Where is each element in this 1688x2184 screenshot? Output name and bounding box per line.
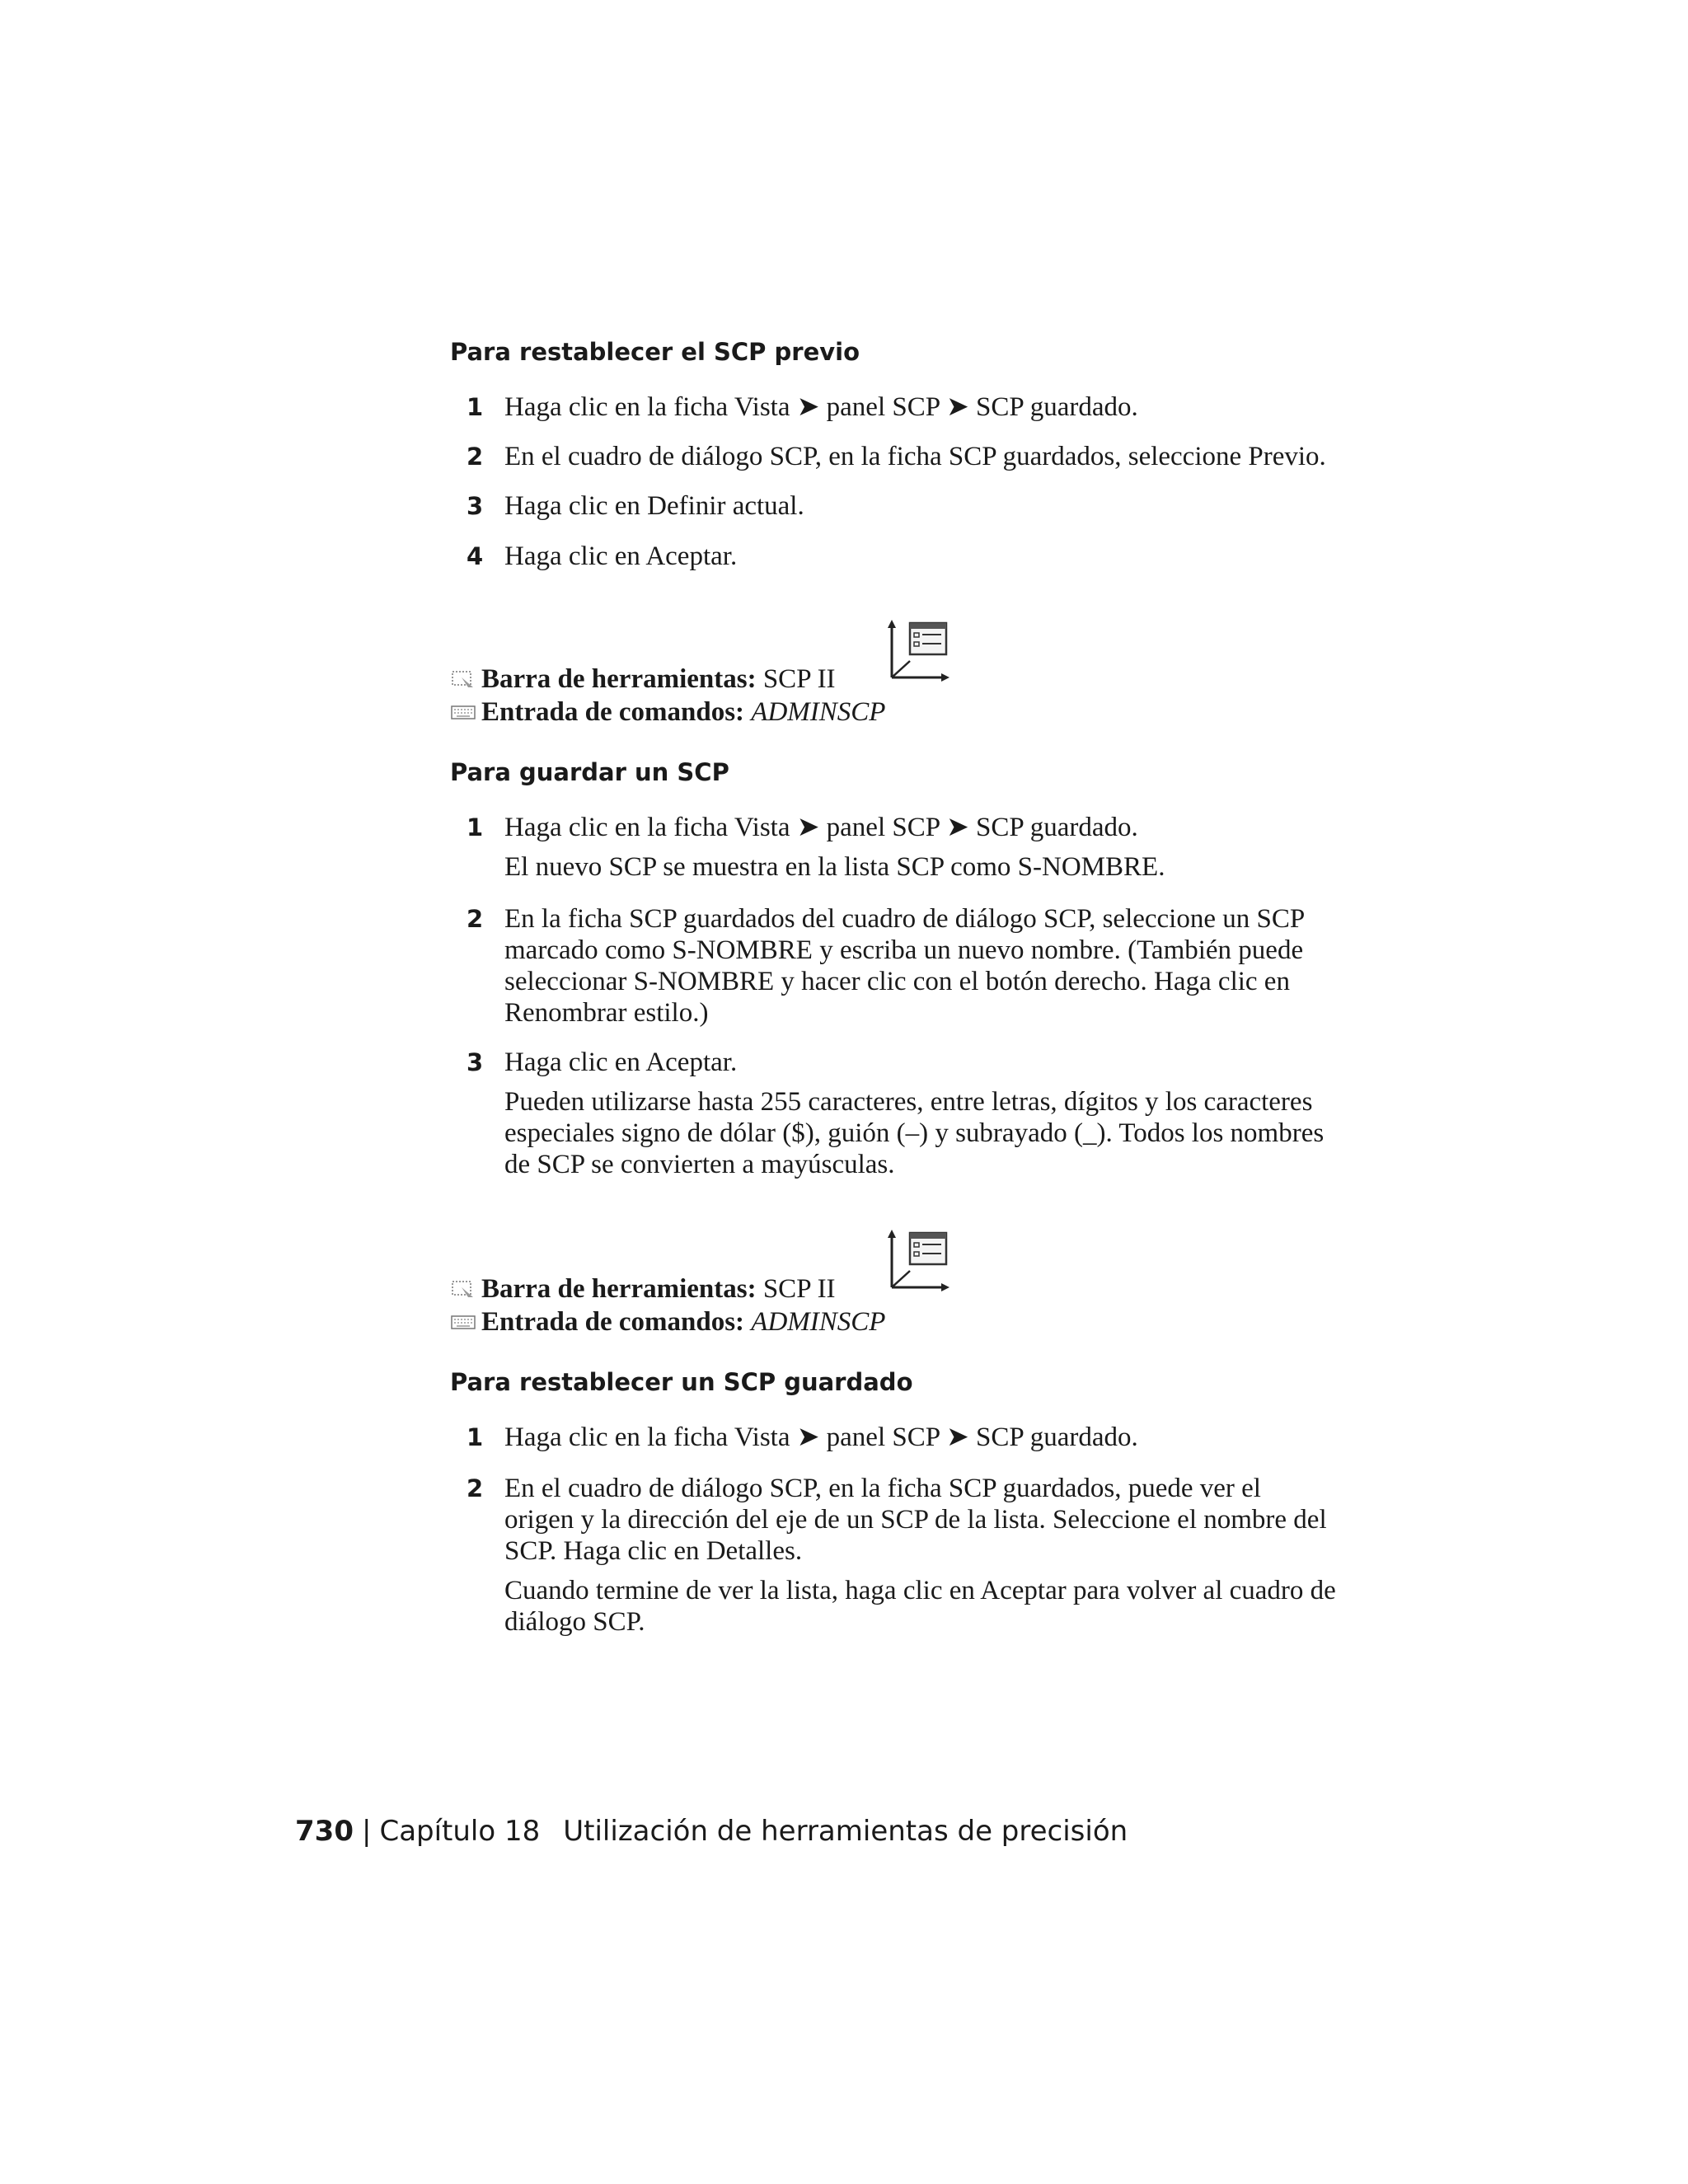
section-heading-save-ucs: Para guardar un SCP (450, 758, 729, 786)
step-number: 1 (467, 813, 484, 841)
step-number: 1 (467, 393, 484, 421)
step-note: Pueden utilizarse hasta 255 caracteres, entre letras, dígitos y los caracteres especiales signo de dólar ($), guión (–) y subrayado (_). Todos los nombres de SCP se convierten a mayúsculas. (504, 1087, 1325, 1179)
step-number: 3 (467, 492, 484, 520)
step-text: En el cuadro de diálogo SCP, en la ficha SCP guardados, seleccione Previo. (504, 442, 1326, 471)
step (467, 441, 1340, 472)
toolbar-label: Barra de herramientas: (481, 664, 757, 694)
section-heading-restore-previous: Para restablecer el SCP previo (450, 338, 860, 366)
step (467, 812, 1340, 883)
chapter-title: Utilización de herramientas de precisión (563, 1815, 1128, 1848)
step-number: 2 (467, 905, 484, 933)
command-row (450, 696, 1192, 729)
keyboard-icon (450, 702, 476, 722)
step (467, 1047, 1340, 1180)
step-text: Haga clic en Aceptar. (504, 1047, 738, 1077)
toolbar-value: SCP II (762, 664, 836, 694)
command-value: ADMINSCP (751, 697, 886, 727)
command-label: Entrada de comandos: (481, 697, 745, 727)
command-row (450, 1305, 1192, 1338)
step-text: Haga clic en Aceptar. (504, 541, 738, 571)
tool-access-box (450, 663, 1192, 729)
step-text: Haga clic en Definir actual. (504, 491, 804, 521)
toolbar-icon (450, 1279, 476, 1299)
section-heading-restore-saved: Para restablecer un SCP guardado (450, 1368, 913, 1396)
command-value: ADMINSCP (751, 1307, 886, 1337)
step-text: Haga clic en la ficha Vista ➤ panel SCP ➤ SCP guardado. (504, 813, 1138, 842)
step (467, 391, 1340, 423)
step-number: 2 (467, 443, 484, 471)
toolbar-value: SCP II (762, 1274, 836, 1304)
toolbar-label: Barra de herramientas: (481, 1274, 757, 1304)
keyboard-icon (450, 1312, 476, 1332)
step (467, 1422, 1340, 1453)
toolbar-row (450, 663, 1192, 696)
step-number: 3 (467, 1048, 484, 1076)
footer-separator: | (361, 1815, 372, 1848)
step-text: En el cuadro de diálogo SCP, en la ficha SCP guardados, puede ver el origen y la dirección del eje de un SCP de la lista. Seleccione el nombre del SCP. Haga clic en Detalles. (504, 1474, 1327, 1566)
page-footer (295, 1815, 1128, 1848)
toolbar-row (450, 1272, 1192, 1305)
step-text: Haga clic en la ficha Vista ➤ panel SCP ➤ SCP guardado. (504, 392, 1138, 422)
command-label: Entrada de comandos: (481, 1307, 745, 1337)
tool-access-box (450, 1272, 1192, 1338)
step-note: Cuando termine de ver la lista, haga clic en Aceptar para volver al cuadro de diálogo SCP. (504, 1576, 1336, 1637)
chapter-label: Capítulo 18 (379, 1815, 541, 1848)
step (467, 541, 1340, 572)
step-note: El nuevo SCP se muestra en la lista SCP como S-NOMBRE. (504, 852, 1165, 882)
step (467, 903, 1340, 1029)
step-number: 1 (467, 1423, 484, 1451)
step-text: Haga clic en la ficha Vista ➤ panel SCP ➤ SCP guardado. (504, 1422, 1138, 1452)
step-number: 4 (467, 542, 484, 570)
page-number: 730 (295, 1815, 354, 1848)
step (467, 1473, 1340, 1638)
step (467, 490, 1340, 522)
step-text: En la ficha SCP guardados del cuadro de diálogo SCP, seleccione un SCP marcado como S-NOMBRE y escriba un nuevo nombre. (También puede seleccionar S-NOMBRE y hacer clic con el botón derecho. Haga clic en Renombrar estilo.) (504, 904, 1304, 1028)
toolbar-icon (450, 669, 476, 689)
step-number: 2 (467, 1474, 484, 1502)
